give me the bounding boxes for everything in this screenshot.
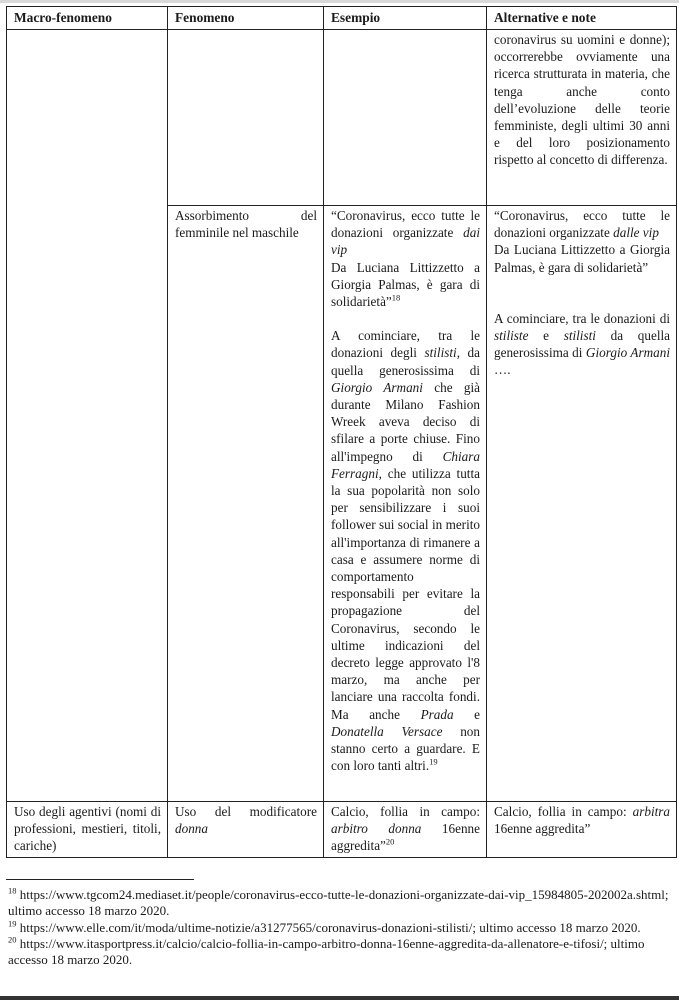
italic-text: dai vip — [331, 225, 480, 258]
text: Calcio, follia in campo: — [331, 804, 480, 819]
footnote-ref[interactable]: 18 — [391, 292, 401, 303]
phenomena-table — [6, 6, 677, 858]
text: , da quella generosissima di — [331, 345, 481, 378]
footnotes — [8, 887, 673, 968]
table-header-row — [7, 7, 677, 30]
text: …. — [494, 362, 511, 378]
footnote-20 — [8, 936, 673, 969]
example-quote — [331, 207, 480, 310]
italic-text: Prada — [420, 706, 454, 722]
cell-macro-agentivi: Uso degli agentivi (nomi di professioni, mestieri, titoli, cariche) — [7, 802, 168, 858]
table-row — [7, 802, 677, 858]
italic-text: arbitra — [632, 804, 670, 819]
text: 16enne aggredita” — [494, 821, 591, 837]
footnote-number: 19 — [8, 918, 17, 929]
italic-text: arbitro donna — [331, 821, 422, 837]
footnote-19 — [8, 920, 673, 936]
italic-text: stilisti — [424, 345, 457, 361]
cell-fenomeno-assorbimento: Assorbimento del femminile nel maschile — [168, 206, 324, 802]
text: non stanno certo a guardare. E con loro tanti altri. — [331, 723, 480, 774]
table-row — [7, 30, 677, 206]
italic-text: Donatella Versace — [331, 723, 443, 739]
cell-esempio-empty — [324, 30, 487, 206]
example-paragraph — [331, 327, 480, 774]
top-edge — [0, 0, 679, 3]
text: Da Luciana Littizzetto a Giorgia Palmas, è gara di solidarietà” — [331, 259, 480, 310]
footnote-18 — [8, 887, 673, 920]
italic-text: Giorgio Armani — [585, 345, 670, 361]
text: che già durante Milano Fashion Wreek aveva deciso di sfilare a porte chiuse. Fino all'impegno di — [331, 379, 480, 464]
text: e — [528, 328, 564, 344]
text: Calcio, follia in campo: — [494, 804, 633, 819]
italic-text: donna — [175, 821, 208, 837]
cell-esempio-calcio — [324, 802, 487, 858]
text: , che utilizza tutta la sua popolarità non solo per sensibilizzare i suoi follower sui social in merito all'importanza di rimanere a casa e assumere norme di comportamento responsabili per evitare la propagazione del Coronavirus, secondo le ultime indicazioni del decreto legge approvato l'8 marzo, ma anche per lanciare una raccolta fondi. Ma anche — [331, 465, 480, 722]
footnote-number: 18 — [8, 885, 17, 896]
text: “Coronavirus, ecco tutte le donazioni organizzate — [331, 208, 480, 241]
footnote-separator — [6, 879, 194, 880]
footnote-number: 20 — [8, 934, 17, 945]
text: Uso del modificatore — [175, 804, 317, 819]
italic-text: Chiara Ferragni — [331, 448, 480, 481]
cell-alternativa-calcio — [487, 802, 677, 858]
text: “Coronavirus, ecco tutte le donazioni organizzate — [494, 208, 670, 241]
header-fenomeno: Fenomeno — [168, 7, 324, 30]
header-esempio: Esempio — [324, 7, 487, 30]
text: A cominciare, tra le donazioni degli — [331, 328, 480, 361]
header-macro-fenomeno: Macro-fenomeno — [7, 7, 168, 30]
alternative-paragraph — [494, 310, 670, 379]
text: Da Luciana Littizzetto a Giorgia Palmas, è gara di solidarietà” — [494, 242, 670, 275]
italic-text: dalle vip — [613, 225, 659, 241]
italic-text: stilisti — [563, 328, 596, 344]
footnote-link[interactable]: https://www.elle.com/it/moda/ultime-notizie/a31277565/coronavirus-donazioni-stilisti/; ultimo accesso 18 marzo 2020. — [16, 919, 641, 935]
italic-text: stiliste — [494, 328, 529, 344]
footnote-ref[interactable]: 19 — [429, 756, 438, 767]
bottom-edge — [0, 996, 679, 1000]
footnote-ref[interactable]: 20 — [385, 837, 395, 848]
cell-fenomeno-empty — [168, 30, 324, 206]
alternative-quote — [494, 207, 670, 276]
cell-fenomeno-modificatore — [168, 802, 324, 858]
cell-macro-empty — [7, 30, 168, 802]
cell-esempio-assorbimento — [324, 206, 487, 802]
italic-text: Giorgio Armani — [331, 379, 423, 395]
footnote-link[interactable]: https://www.itasportpress.it/calcio/calcio-follia-in-campo-arbitro-donna-16enne-aggredita-da-allenatore-e-tifosi/; ultimo accesso 18 marzo 2020. — [8, 935, 645, 968]
text: A cominciare, tra le donazioni di — [494, 310, 670, 326]
cell-alternativa-assorbimento — [487, 206, 677, 802]
cell-note-continued: coronavirus su uomini e donne); occorrerebbe ovviamente una ricerca strutturata in materia, che tenga anche conto dell’evoluzione delle teorie femministe, degli ultimi 30 anni e del loro posizionamento rispetto al concetto di differenza. — [487, 30, 677, 206]
text: e — [453, 706, 480, 722]
footnote-link[interactable]: https://www.tgcom24.mediaset.it/people/coronavirus-ecco-tutte-le-donazioni-organizzate-dai-vip_15984805-202002a.shtml; ultimo accesso 18 marzo 2020. — [8, 887, 669, 919]
text: 16enne aggredita” — [331, 821, 480, 854]
header-alternative-note: Alternative e note — [487, 7, 677, 30]
text: da quella generosissima di — [494, 328, 670, 361]
